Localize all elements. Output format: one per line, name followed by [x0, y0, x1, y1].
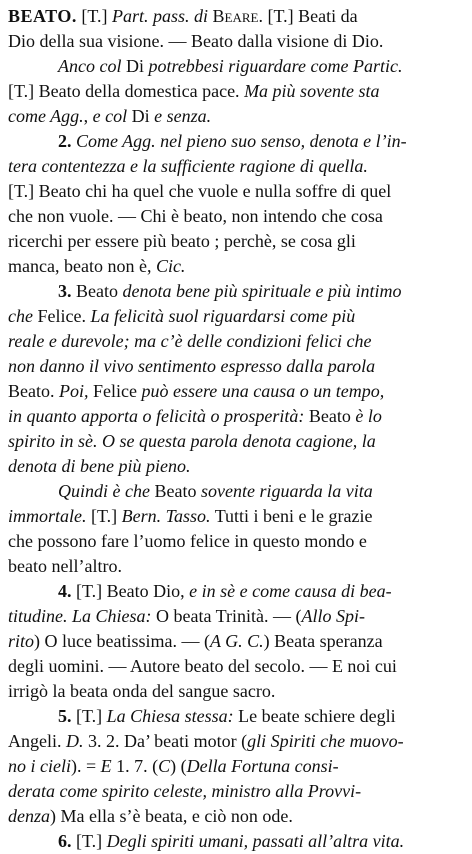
text-segment: Felice	[88, 381, 142, 401]
entry-line	[8, 229, 464, 254]
entry-line	[8, 279, 464, 304]
entry-line	[8, 329, 464, 354]
entry-line	[8, 204, 464, 229]
text-segment: [T.]	[76, 6, 113, 26]
italic-segment: Della Fortuna consi-	[186, 756, 339, 776]
italic-segment: in quanto apporta o felicità o prosperità:	[8, 406, 305, 426]
entry-line	[8, 504, 464, 529]
text-segment: beato nell’altro.	[8, 556, 122, 576]
italic-segment: potrebbesi riguardare come Partic.	[148, 56, 403, 76]
text-segment: Angeli.	[8, 731, 66, 751]
text-segment: che non vuole. — Chi è beato, non intendo che cosa	[8, 206, 383, 226]
entry-line	[8, 354, 464, 379]
italic-segment: e col	[92, 106, 128, 126]
entry-line	[8, 604, 464, 629]
entry-line	[8, 304, 464, 329]
entry-line	[8, 779, 464, 804]
entry-line	[8, 754, 464, 779]
text-segment: degli uomini. — Autore beato del secolo. — E noi cui	[8, 656, 397, 676]
entry-line	[8, 729, 464, 754]
italic-segment: rito	[8, 631, 35, 651]
text-segment: irrigò la beata onda del sangue sacro.	[8, 681, 276, 701]
text-segment: ,	[83, 106, 93, 126]
entry-line	[8, 179, 464, 204]
italic-segment: titudine. La Chiesa:	[8, 606, 152, 626]
entry-line	[8, 704, 464, 729]
text-segment: Dio della sua visione. — Beato dalla visione di Dio.	[8, 31, 384, 51]
text-segment: [T.]	[76, 831, 107, 851]
sense-number: 6.	[58, 831, 76, 851]
entry-line	[8, 829, 464, 854]
text-segment: Tutti i beni e le grazie	[210, 506, 373, 526]
text-segment: Beato	[149, 481, 201, 501]
text-segment: ) Beata speranza	[263, 631, 383, 651]
entry-line	[8, 804, 464, 829]
italic-segment: Ma più sovente sta	[244, 81, 380, 101]
text-segment: Di	[121, 56, 149, 76]
entry-line	[8, 154, 464, 179]
italic-segment: che	[8, 306, 33, 326]
sense-number: 5.	[58, 706, 76, 726]
text-segment: Felice.	[32, 306, 91, 326]
italic-segment: A G. C.	[209, 631, 264, 651]
text-segment: Beato	[76, 281, 123, 301]
italic-segment: Quindi è che	[58, 481, 150, 501]
entry-line	[8, 579, 464, 604]
italic-segment: può essere una causa o un tempo,	[141, 381, 385, 401]
text-segment: ) O luce beatissima. — (	[34, 631, 210, 651]
text-segment: . [T.] Beati da	[258, 6, 358, 26]
text-segment: ) (	[170, 756, 187, 776]
entry-line	[8, 529, 464, 554]
entry-line	[8, 129, 464, 154]
italic-segment: è lo	[355, 406, 382, 426]
text-segment: ) Ma ella s’è beata, e ciò non ode.	[50, 806, 293, 826]
text-segment: [T.]	[76, 706, 107, 726]
entry-line	[8, 479, 464, 504]
italic-segment: tera contentezza e la sufficiente ragione di quella.	[8, 156, 368, 176]
small-caps-segment: Beare	[212, 6, 259, 26]
entry-line	[8, 104, 464, 129]
italic-segment: Bern. Tasso.	[121, 506, 211, 526]
text-segment: Le beate schiere degli	[233, 706, 396, 726]
entry-line	[8, 79, 464, 104]
italic-segment: immortale.	[8, 506, 87, 526]
entry-line	[8, 29, 464, 54]
italic-segment: La Chiesa stessa:	[106, 706, 234, 726]
italic-segment: E	[100, 756, 112, 776]
italic-segment: Degli spiriti umani, passati all’altra vita.	[106, 831, 405, 851]
entry-line	[8, 429, 464, 454]
italic-segment: Anco col	[58, 56, 122, 76]
text-segment: O beata Trinità. — (	[151, 606, 302, 626]
italic-segment: Poi,	[59, 381, 89, 401]
italic-segment: Come Agg. nel pieno suo senso, denota e l’in-	[76, 131, 407, 151]
text-segment: che possono fare l’uomo felice in questo mondo e	[8, 531, 367, 551]
entry-line	[8, 629, 464, 654]
italic-segment: come Agg.	[8, 106, 84, 126]
entry-line	[8, 654, 464, 679]
entry-line	[8, 404, 464, 429]
italic-segment: denota bene più spirituale e più intimo	[122, 281, 402, 301]
italic-segment: gli Spiriti che muovo-	[247, 731, 404, 751]
italic-segment: reale e durevole; ma c’è delle condizioni felici che	[8, 331, 372, 351]
italic-segment: spirito in sè. O se questa parola denota cagione, la	[8, 431, 376, 451]
text-segment: 1. 7. (	[111, 756, 159, 776]
italic-segment: Allo Spi-	[301, 606, 365, 626]
entry-line	[8, 254, 464, 279]
italic-segment: denza	[8, 806, 50, 826]
italic-segment: e in sè e come causa di bea-	[189, 581, 392, 601]
italic-segment: Part. pass. di	[112, 6, 209, 26]
text-segment: manca, beato non è,	[8, 256, 156, 276]
sense-number: 4.	[58, 581, 76, 601]
text-segment: [T.]	[86, 506, 122, 526]
headword: BEATO.	[8, 6, 77, 26]
entry-line	[8, 54, 464, 79]
text-segment: ). =	[70, 756, 101, 776]
italic-segment: non danno il vivo sentimento espresso dalla parola	[8, 356, 376, 376]
italic-segment: no i cieli	[8, 756, 71, 776]
dictionary-entry-beato	[8, 4, 464, 854]
text-segment: [T.] Beato chi ha quel che vuole e nulla soffre di quel	[8, 181, 392, 201]
italic-segment: C	[158, 756, 171, 776]
entry-line	[8, 679, 464, 704]
text-segment: Di	[127, 106, 155, 126]
entry-line	[8, 379, 464, 404]
italic-segment: derata come spirito celeste, ministro alla Provvi-	[8, 781, 362, 801]
italic-segment: denota di bene più pieno.	[8, 456, 191, 476]
text-segment: Beato.	[8, 381, 59, 401]
entry-line	[8, 454, 464, 479]
italic-segment: D.	[66, 731, 84, 751]
text-segment: ricerchi per essere più beato ; perchè, se cosa gli	[8, 231, 356, 251]
sense-number: 2.	[58, 131, 76, 151]
italic-segment: sovente riguarda la vita	[200, 481, 373, 501]
italic-segment: e senza.	[154, 106, 212, 126]
italic-segment: La felicità suol riguardarsi come più	[90, 306, 356, 326]
entry-line	[8, 554, 464, 579]
text-segment: [T.] Beato della domestica pace.	[8, 81, 245, 101]
text-segment: [T.] Beato Dio,	[76, 581, 190, 601]
sense-number: 3.	[58, 281, 76, 301]
text-segment: Beato	[304, 406, 356, 426]
text-segment: 3. 2. Da’ beati motor (	[83, 731, 248, 751]
italic-segment: Cic.	[155, 256, 186, 276]
entry-line	[8, 4, 464, 29]
